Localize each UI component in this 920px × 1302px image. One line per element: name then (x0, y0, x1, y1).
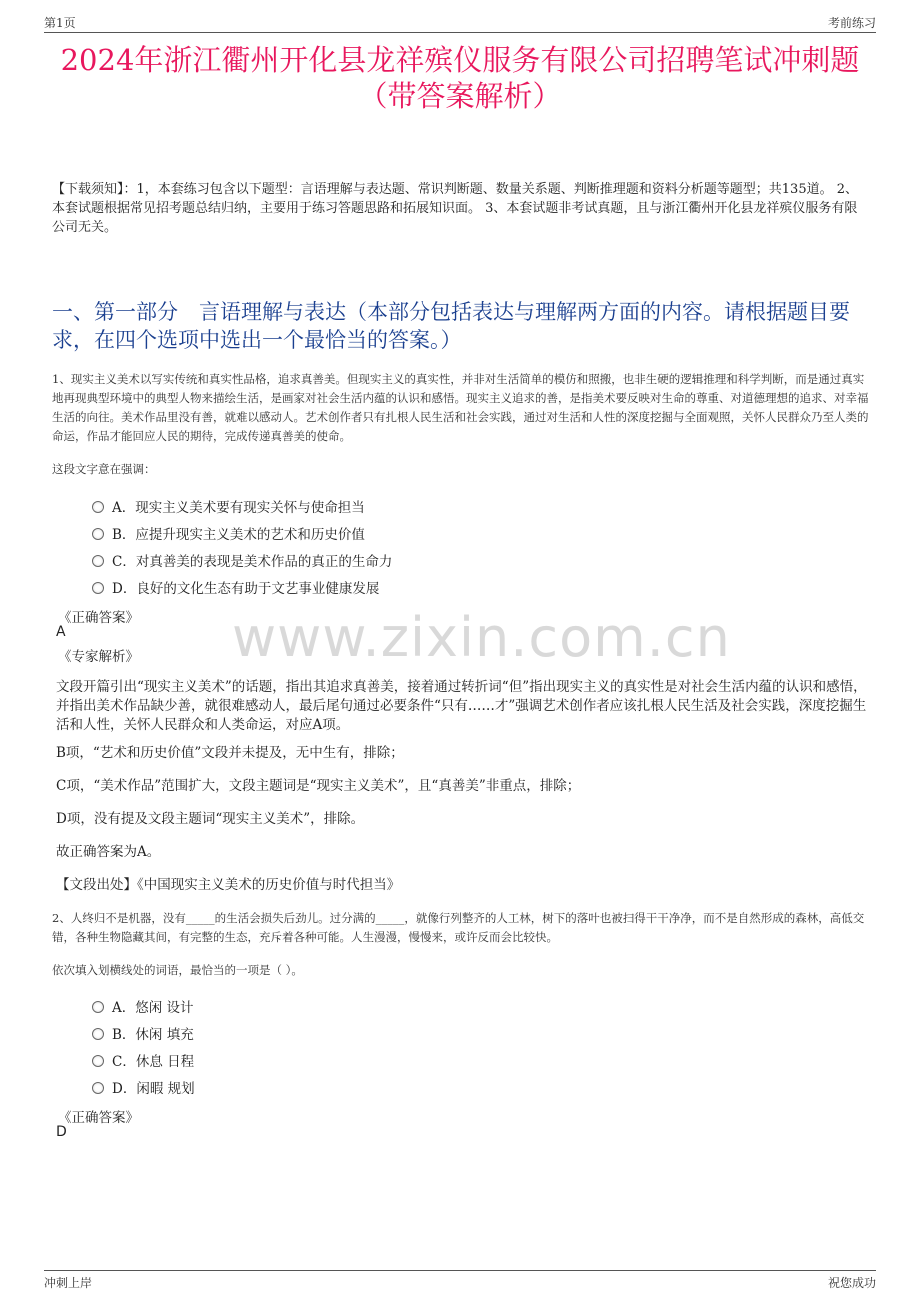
radio-icon[interactable] (92, 1055, 104, 1067)
q2-answer-label: 《正确答案》 (58, 1110, 139, 1126)
q1-option-a[interactable] (92, 496, 365, 516)
download-notice: 【下载须知】：1，本套练习包含以下题型：言语理解与表达题、常识判断题、数量关系题、判断推理题和资料分析题等题型；共135道。 2、本套试题根据常见招考题总结归纳，主要用于练习答题思路和拓展知识面。 3、本套试题非考试真题，且与浙江衢州开化县龙祥殡仪服务有限公司无关。 (52, 182, 858, 235)
q2-prompt: 依次填入划横线处的词语，最恰当的一项是（ ）。 (52, 963, 303, 977)
watermark: www.zixin.com.cn (232, 606, 731, 669)
section-heading: 一、第一部分 言语理解与表达（本部分包括表达与理解两方面的内容。请根据题目要求，在四个选项中选出一个最恰当的答案。） (52, 300, 850, 352)
q1-analysis-c: C项，“美术作品”范围扩大，文段主题词是“现实主义美术”，且“真善美”非重点，排除； (56, 778, 581, 794)
option-label: B．休闲 填充 (112, 1027, 194, 1043)
q2-option-d[interactable] (92, 1077, 195, 1097)
q1-analysis-main: 文段开篇引出“现实主义美术”的话题，指出其追求真善美，接着通过转折词“但”指出现实主义的真实性是对社会生活内蕴的认识和感悟，并指出美术作品缺少善，就很难感动人，最后尾句通过必要条件“只有……才”强调艺术创作者应该扎根人民生活及社会实践，深度挖掘生活和人性，关怀人民群众和人类命运，对应A项。 (56, 679, 867, 733)
q1-answer: A (56, 624, 66, 640)
q1-analysis-d: D项，没有提及文段主题词“现实主义美术”，排除。 (56, 811, 365, 827)
q1-source: 【文段出处】《中国现实主义美术的历史价值与时代担当》 (56, 877, 401, 893)
option-label: C．对真善美的表现是美术作品的真正的生命力 (112, 554, 393, 570)
header-tag: 考前练习 (827, 16, 876, 30)
q2-answer: D (56, 1124, 67, 1140)
q1-prompt: 这段文字意在强调： (52, 462, 156, 476)
q1-option-b[interactable] (92, 523, 365, 543)
radio-icon[interactable] (92, 1001, 104, 1013)
page-footer (44, 1270, 876, 1291)
option-label: D．闲暇 规划 (112, 1081, 195, 1097)
q1-option-c[interactable] (92, 550, 392, 570)
page-header (44, 12, 876, 33)
radio-icon[interactable] (92, 501, 104, 513)
q1-analysis-label: 《专家解析》 (58, 649, 139, 665)
footer-left: 冲刺上岸 (44, 1276, 93, 1290)
q2-stem: 2、人终归不是机器，没有_____的生活会损失后劲儿。过分满的_____，就像行列整齐的人工林，树下的落叶也被扫得干干净净，而不是自然形成的森林，高低交错，各种生物隐藏其间，有完整的生态，充斥着各种可能。人生漫漫，慢慢来，或许反而会比较快。 (52, 911, 865, 944)
q1-answer-label: 《正确答案》 (58, 610, 139, 626)
option-label: A．现实主义美术要有现实关怀与使命担当 (112, 500, 365, 516)
option-label: B．应提升现实主义美术的艺术和历史价值 (112, 527, 365, 543)
q1-analysis-conclusion: 故正确答案为A。 (56, 844, 161, 860)
page-number: 第1页 (44, 16, 76, 30)
q2-option-c[interactable] (92, 1050, 194, 1070)
q1-option-d[interactable] (92, 577, 379, 597)
radio-icon[interactable] (92, 1082, 104, 1094)
radio-icon[interactable] (92, 582, 104, 594)
q1-analysis-b: B项，“艺术和历史价值”文段并未提及，无中生有，排除； (56, 745, 404, 761)
document-title: 2024年浙江衢州开化县龙祥殡仪服务有限公司招聘笔试冲刺题（带答案解析） (60, 43, 860, 113)
radio-icon[interactable] (92, 528, 104, 540)
radio-icon[interactable] (92, 555, 104, 567)
q2-option-a[interactable] (92, 996, 194, 1016)
option-label: D．良好的文化生态有助于文艺事业健康发展 (112, 581, 380, 597)
q1-stem: 1、现实主义美术以写实传统和真实性品格，追求真善美。但现实主义的真实性，并非对生活简单的模仿和照搬，也非生硬的逻辑推理和科学判断，而是通过真实地再现典型环境中的典型人物来描绘生活，是画家对社会生活内蕴的认识和感悟。现实主义追求的善，是指美术要反映对生命的尊重、对道德理想的追求、对幸福生活的向往。美术作品里没有善，就难以感动人。艺术创作者只有扎根人民生活和社会实践，通过对生活和人性的深度挖掘与全面观照，关怀人民群众乃至人类的命运，作品才能回应人民的期待，完成传递真善美的使命。 (52, 372, 869, 443)
option-label: A．悠闲 设计 (112, 1000, 194, 1016)
radio-icon[interactable] (92, 1028, 104, 1040)
q2-option-b[interactable] (92, 1023, 194, 1043)
option-label: C．休息 日程 (112, 1054, 195, 1070)
footer-right: 祝您成功 (827, 1276, 876, 1290)
